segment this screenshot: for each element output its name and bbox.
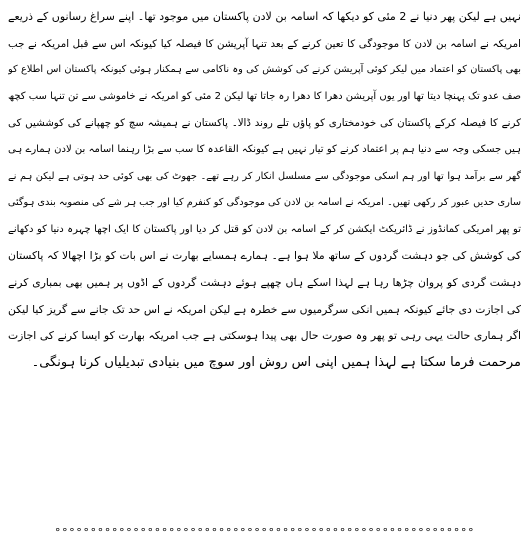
text-line: امریکہ نے اسامہ بن لادن کا موجودگی کا تعین کرنے کے بعد تنہا آپریشن کا فیصلہ کیا کیونکہ اس سے قبل امریکہ نے جب [8, 37, 521, 50]
text-line: اگر ہماری حالت یہی رہی تو پھر وہ صورت حال بھی پیدا ہوسکتی ہے جب امریکہ بھارت کو ایسا کرنے کی اجازت [8, 329, 521, 343]
text-line: دہشت گردی کو پروان چڑھا رہا ہے لہذا اسکے ہاں چھپے ہوئے دہشت گردوں کے اڈوں پر ہمیں بھی بمباری کرنے [8, 275, 521, 289]
text-line: بھی پاکستان کو اعتماد میں لیکر کوئی آپریشن کرنے کی کوشش کی وہ ناکامی سے ہمکنار ہوئی کیونکہ پاکستان اس اطلاع کو [8, 64, 521, 76]
text-line-last: مرحمت فرما سکتا ہے لہذا ہمیں اپنی اس روش اور سوچ میں بنیادی تبدیلیاں کرنا ہونگی۔ [31, 354, 521, 370]
text-line: تو پھر امریکی کمانڈوز نے ڈائریکٹ ایکشن کر کے اسامہ بن لادن کو قتل کر دیا اور پاکستان کا ایک اچھا چہرہ دنیا کو دکھانے [8, 223, 521, 235]
text-line: کی کوشش کی جو دہشت گردوں کے ساتھ ملا ہوا ہے۔ ہمارے ہمسایے بھارت نے اس بات کو بڑا اچھالا کہ پاکستان [8, 249, 521, 263]
text-line: صف عدو تک پہنچا دیتا تھا اور یوں آپریشن دھرا کا دھرا رہ جاتا تھا لیکن 2 مئی کو امریکہ نے خاموشی سے تن تنہا سب کچھ [8, 90, 521, 102]
article-page [8, 4, 521, 546]
text-line: ساری حدیں عبور کر رکھی تھیں۔ امریکہ نے اسامہ بن لادن کی موجودگی کو کنفرم کیا اور جب ہر شے کی منصوبہ بندی ہوگئی [8, 197, 521, 209]
text-line: نہیں ہے لیکن پھر دنیا نے 2 مئی کو دیکھا کہ اسامہ بن لادن پاکستان میں موجود تھا۔ اپنے سراغ رسانوں کے ذریعے [8, 10, 521, 23]
text-line: ہیں جسکی وجہ سے دنیا ہم پر اعتماد کرنے کو تیار نہیں ہے کیونکہ القاعدہ کا سب سے بڑا رہنما اسامہ بن لادن ہمارے ہی [8, 143, 521, 155]
text-line: کی اجازت دی جائے کیونکہ ہمیں انکی سرگرمیوں سے خطرہ ہے لیکن امریکہ نے اس حد تک جانے سے گریز کیا لیکن [8, 302, 521, 316]
text-line: کرنے کا فیصلہ کرکے پاکستان کی خودمختاری کو پاؤں تلے روند ڈالا۔ پاکستان نے ہمیشہ سچ کو چھپانے کی کوششیں کی [8, 117, 521, 130]
article-paragraph [8, 4, 521, 376]
text-line: گھر سے برآمد ہوا تھا اور ہم اسکی موجودگی سے مسلسل انکار کر رہے تھے۔ جھوٹ کی بھی کوئی حد ہوتی ہے لیکن ہم نے [8, 170, 521, 182]
decorative-separator: °°°°°°°°°°°°°°°°°°°°°°°°°°°°°°°°°°°°°°°°°°°°°°°°°°°°°°°°°°° [54, 526, 475, 539]
